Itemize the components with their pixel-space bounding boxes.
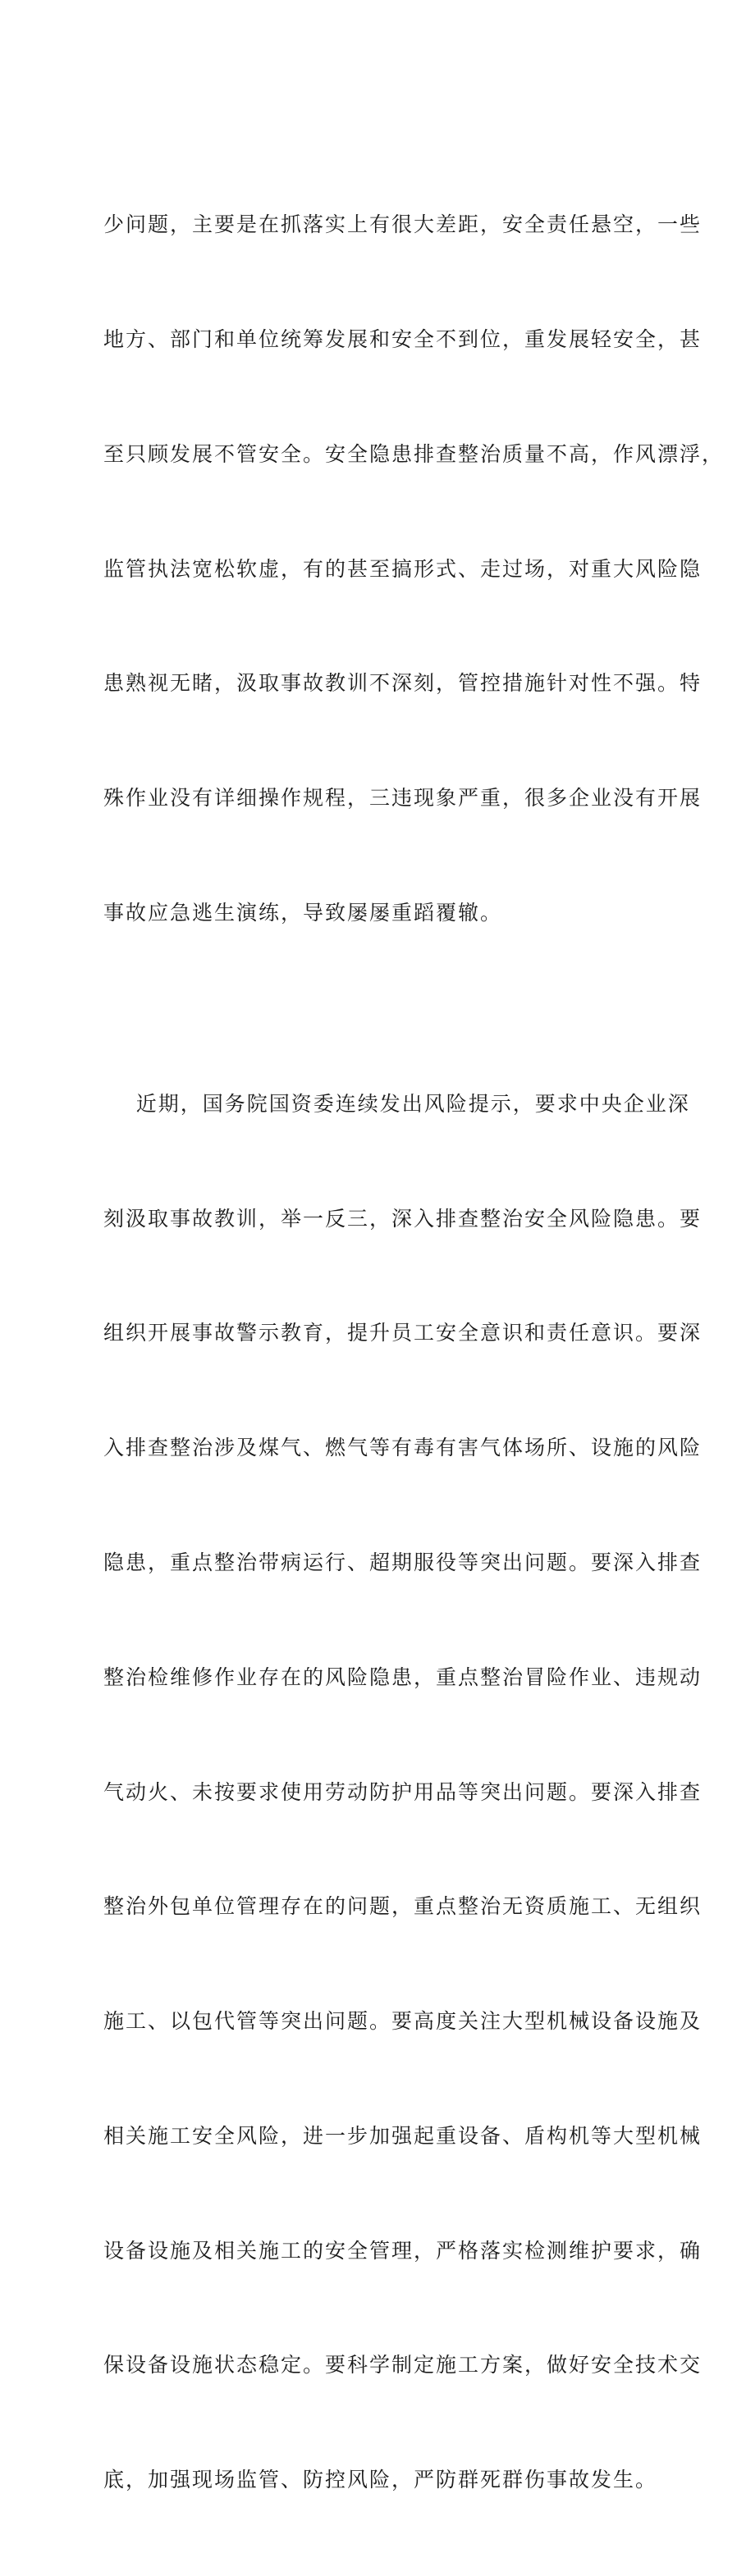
- text-line: 施工、以包代管等突出问题。要高度关注大型机械设备设施及: [103, 2009, 703, 2034]
- body-text: [103, 130, 725, 2576]
- text-line: 患熟视无睹，汲取事故教训不深刻，管控措施针对性不强。特: [103, 671, 703, 696]
- text-line: 监管执法宽松软虚，有的甚至搞形式、走过场，对重大风险隐: [103, 556, 703, 581]
- text-line: 刻汲取事故教训，举一反三，深入排查整治安全风险隐患。要: [103, 1206, 703, 1231]
- text-line: 入排查整治涉及煤气、燃气等有毒有害气体场所、设施的风险: [103, 1436, 703, 1460]
- text-line: 整治检维修作业存在的风险隐患，重点整治冒险作业、违规动: [103, 1665, 703, 1689]
- paragraph-1: [103, 130, 725, 1009]
- text-line: 少问题，主要是在抓落实上有很大差距，安全责任悬空，一些: [103, 212, 703, 237]
- text-line: 设备设施及相关施工的安全管理，严格落实检测维护要求，确: [103, 2238, 703, 2263]
- text-line: 底，加强现场监管、防控风险，严防群死群伤事故发生。: [103, 2468, 658, 2492]
- text-line: 殊作业没有详细操作规程，三违现象严重，很多企业没有开展: [103, 786, 703, 811]
- text-line: 隐患，重点整治带病运行、超期服役等突出问题。要深入排查: [103, 1550, 703, 1574]
- text-line: 保设备设施状态稳定。要科学制定施工方案，做好安全技术交: [103, 2353, 703, 2377]
- text-line: 相关施工安全风险，进一步加强起重设备、盾构机等大型机械: [103, 2123, 703, 2148]
- text-line: 近期，国务院国资委连续发出风险提示，要求中央企业深: [103, 1091, 690, 1116]
- text-line: 事故应急逃生演练，导致屡屡重蹈覆辙。: [103, 900, 503, 925]
- text-line: 整治外包单位管理存在的问题，重点整治无资质施工、无组织: [103, 1894, 703, 1919]
- paragraph-2: [103, 1009, 703, 2576]
- text-line: 组织开展事故警示教育，提升员工安全意识和责任意识。要深: [103, 1321, 703, 1345]
- text-line: 地方、部门和单位统筹发展和安全不到位，重发展轻安全，甚: [103, 327, 703, 351]
- text-line: 至只顾发展不管安全。安全隐患排查整治质量不高，作风漂浮，: [103, 441, 725, 466]
- text-line: 气动火、未按要求使用劳动防护用品等突出问题。要深入排查: [103, 1779, 703, 1804]
